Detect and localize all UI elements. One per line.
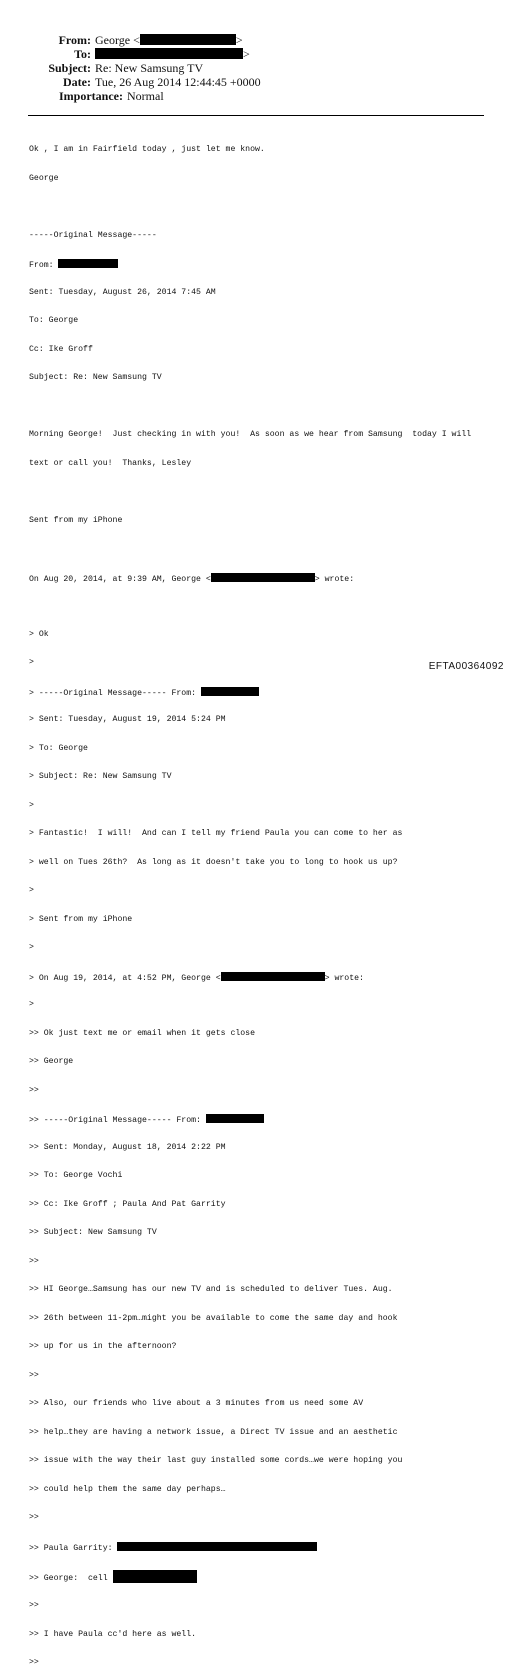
body-line: >>	[29, 1370, 39, 1380]
importance-value: Normal	[127, 89, 164, 103]
from-suffix: >	[235, 33, 243, 47]
email-body	[29, 126, 499, 1677]
body-line: >>	[29, 1513, 39, 1522]
body-line	[29, 1114, 499, 1124]
body-line: Ok , I am in Fairfield today , just let me know.	[29, 145, 265, 154]
body-line	[29, 402, 499, 412]
body-line: >	[29, 943, 34, 952]
to-label: To:	[74, 47, 91, 61]
body-line	[29, 1570, 499, 1582]
body-line: text or call you! Thanks, Lesley	[29, 458, 192, 468]
body-line: -----Original Message-----	[29, 230, 157, 240]
body-line: > Ok	[29, 629, 49, 639]
body-line	[29, 259, 499, 269]
redaction-box	[206, 1114, 264, 1123]
body-text: >> George: cell	[29, 1574, 113, 1583]
body-line: >> George	[29, 1057, 74, 1066]
body-line: >> help…they are having a network issue, a Direct TV issue and an aesthetic	[29, 1427, 398, 1437]
body-line: > Subject: Re: New Samsung TV	[29, 772, 172, 781]
body-line: > Fantastic! I will! And can I tell my friend Paula you can come to her as	[29, 829, 403, 838]
body-line: >> 26th between 11-2pm…might you be available to come the same day and hook	[29, 1313, 398, 1323]
redaction-box	[221, 972, 325, 981]
body-line: Sent from my iPhone	[29, 515, 123, 525]
subject-label: Subject:	[48, 61, 91, 75]
from-label: From:	[58, 33, 91, 47]
body-line: > Sent: Tuesday, August 19, 2014 5:24 PM	[29, 715, 226, 724]
body-line: >> Also, our friends who live about a 3 minutes from us need some AV	[29, 1399, 364, 1408]
redaction-box	[140, 34, 236, 45]
body-line	[29, 544, 499, 554]
body-line: >	[29, 1000, 34, 1009]
body-line	[29, 601, 499, 611]
body-line: Subject: Re: New Samsung TV	[29, 373, 162, 382]
body-line: >> Sent: Monday, August 18, 2014 2:22 PM	[29, 1142, 226, 1152]
redaction-box	[113, 1570, 197, 1583]
body-line: To: George	[29, 316, 79, 325]
body-line: >>	[29, 1601, 39, 1610]
to-suffix: >	[243, 47, 250, 61]
body-line: Cc: Ike Groff	[29, 344, 93, 354]
body-line: >> up for us in the afternoon?	[29, 1342, 177, 1351]
body-line: >	[29, 886, 34, 895]
body-line: >> could help them the same day perhaps…	[29, 1484, 226, 1494]
header-divider	[28, 115, 484, 116]
body-text: > wrote:	[324, 973, 364, 983]
body-line	[29, 202, 499, 212]
importance-label: Importance:	[59, 89, 123, 103]
redaction-box	[58, 259, 118, 268]
body-line: >>	[29, 1658, 39, 1667]
body-line: >> Cc: Ike Groff ; Paula And Pat Garrity	[29, 1199, 226, 1209]
body-line: >	[29, 800, 34, 810]
body-line: > Sent from my iPhone	[29, 914, 133, 924]
from-name: George <	[95, 33, 140, 47]
body-line: >> HI George…Samsung has our new TV and is scheduled to deliver Tues. Aug.	[29, 1285, 393, 1294]
redaction-box	[95, 48, 243, 59]
body-line	[29, 573, 499, 583]
body-line: >> To: George Vochi	[29, 1171, 123, 1180]
subject-value: Re: New Samsung TV	[95, 61, 204, 75]
body-text: > wrote:	[314, 574, 355, 584]
body-text: >> -----Original Message----- From:	[29, 1116, 206, 1125]
document-id: EFTA00364092	[428, 661, 504, 672]
body-line: >> I have Paula cc'd here as well.	[29, 1629, 197, 1639]
redaction-box	[201, 687, 259, 696]
body-line	[29, 972, 499, 982]
body-line: > well on Tues 26th? As long as it doesn't take you to long to hook us up?	[29, 857, 398, 867]
body-line: George	[29, 173, 59, 183]
body-text: From:	[29, 261, 59, 270]
body-line: Morning George! Just checking in with you! As soon as we hear from Samsung today I will	[29, 430, 472, 439]
body-line	[29, 1542, 499, 1552]
body-line	[29, 487, 499, 497]
date-label: Date:	[63, 75, 91, 89]
body-line: >> Subject: New Samsung TV	[29, 1228, 157, 1237]
body-line: >	[29, 658, 34, 667]
redaction-box	[211, 573, 315, 582]
importance-row	[0, 88, 512, 104]
body-line: >> issue with the way their last guy installed some cords…we were hoping you	[29, 1456, 403, 1465]
body-line: >> Ok just text me or email when it gets close	[29, 1028, 256, 1038]
body-text: >> Paula Garrity:	[29, 1543, 118, 1553]
body-line: >>	[29, 1085, 39, 1095]
redaction-box	[117, 1542, 317, 1551]
date-value: Tue, 26 Aug 2014 12:44:45 +0000	[95, 75, 261, 89]
body-line	[29, 687, 499, 697]
body-line: >>	[29, 1256, 39, 1266]
body-text: > -----Original Message----- From:	[29, 688, 201, 698]
body-line: Sent: Tuesday, August 26, 2014 7:45 AM	[29, 287, 216, 297]
body-line: > To: George	[29, 743, 88, 753]
body-text: > On Aug 19, 2014, at 4:52 PM, George <	[29, 973, 221, 983]
body-text: On Aug 20, 2014, at 9:39 AM, George <	[29, 574, 211, 584]
